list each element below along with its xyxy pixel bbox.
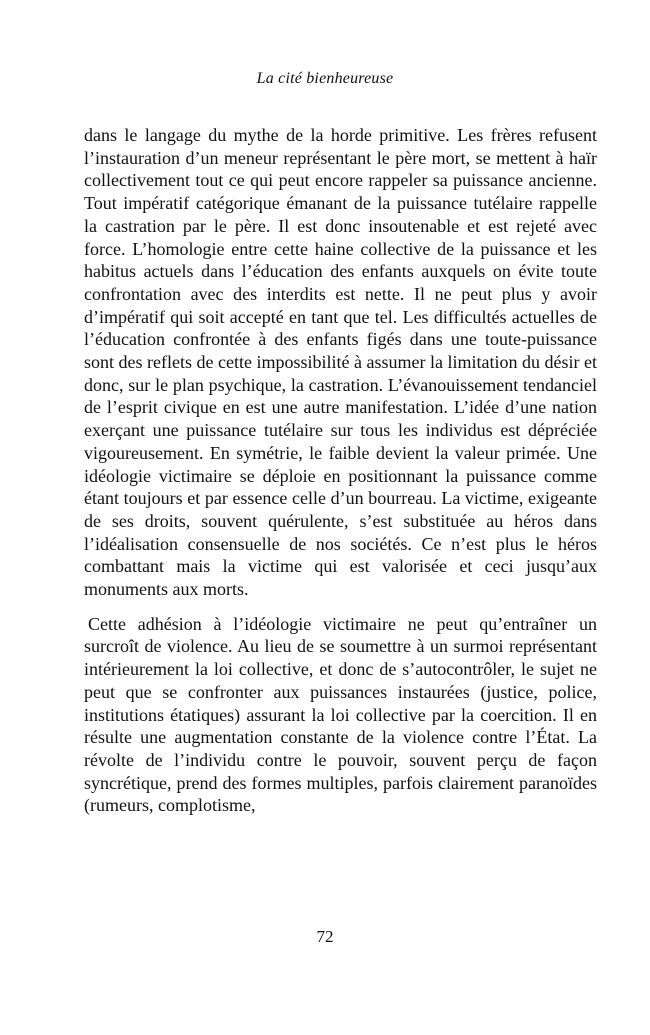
paragraph-1: dans le langage du mythe de la horde primitive. Les frères refusent l’instauration d’un meneur représentant le père mort, se mettent à haïr collectivement tout ce qui peut encore rappeler sa puissance ancienne. Tout impératif catégorique émanant de la puissance tutélaire rappelle la castration par le père. Il est donc insoutenable et est rejeté avec force. L’homologie entre cette haine collective de la puissance et les habitus actuels dans l’éducation des enfants auxquels on évite toute confrontation avec des interdits est nette. Il ne peut plus y avoir d’impératif qui soit accepté en tant que tel. Les difficultés actuelles de l’éducation confrontée à des enfants figés dans une toute-puissance sont des reflets de cette impossibilité à assumer la limitation du désir et donc, sur le plan psychique, la castration. L’évanouissement tendanciel de l’esprit civique en est une autre manifestation. L’idée d’une nation exerçant une puissance tutélaire sur tous les individus est dépréciée vigoureusement. En symétrie, le faible devient la valeur primée. Une idéologie victimaire se déploie en positionnant la puissance comme étant toujours et par essence celle d’un bourreau. La victime, exigeante de ses droits, souvent quérulente, s’est substituée au héros dans l’idéalisation consensuelle de nos sociétés. Ce n’est plus le héros combattant mais la victime qui est valorisée et ceci jusqu’aux monuments aux morts. xyxy=(84,125,597,600)
paragraph-2: Cette adhésion à l’idéologie victimaire ne peut qu’entraîner un surcroît de violence. Au lieu de se soumettre à un surmoi représentant intérieurement la loi collective, et donc de s’autocontrôler, le sujet ne peut que se confronter aux puissances instaurées (justice, police, institutions étatiques) assurant la loi collective par la coercition. Il en résulte une augmentation constante de la violence contre l’État. La révolte de l’individu contre le pouvoir, souvent perçu de façon syncrétique, prend des formes multiples, parfois clairement paranoïdes (rumeurs, complotisme, xyxy=(84,613,597,816)
page-number: 72 xyxy=(316,927,334,946)
running-header: La cité bienheureuse xyxy=(256,70,394,87)
body-text xyxy=(84,124,597,817)
